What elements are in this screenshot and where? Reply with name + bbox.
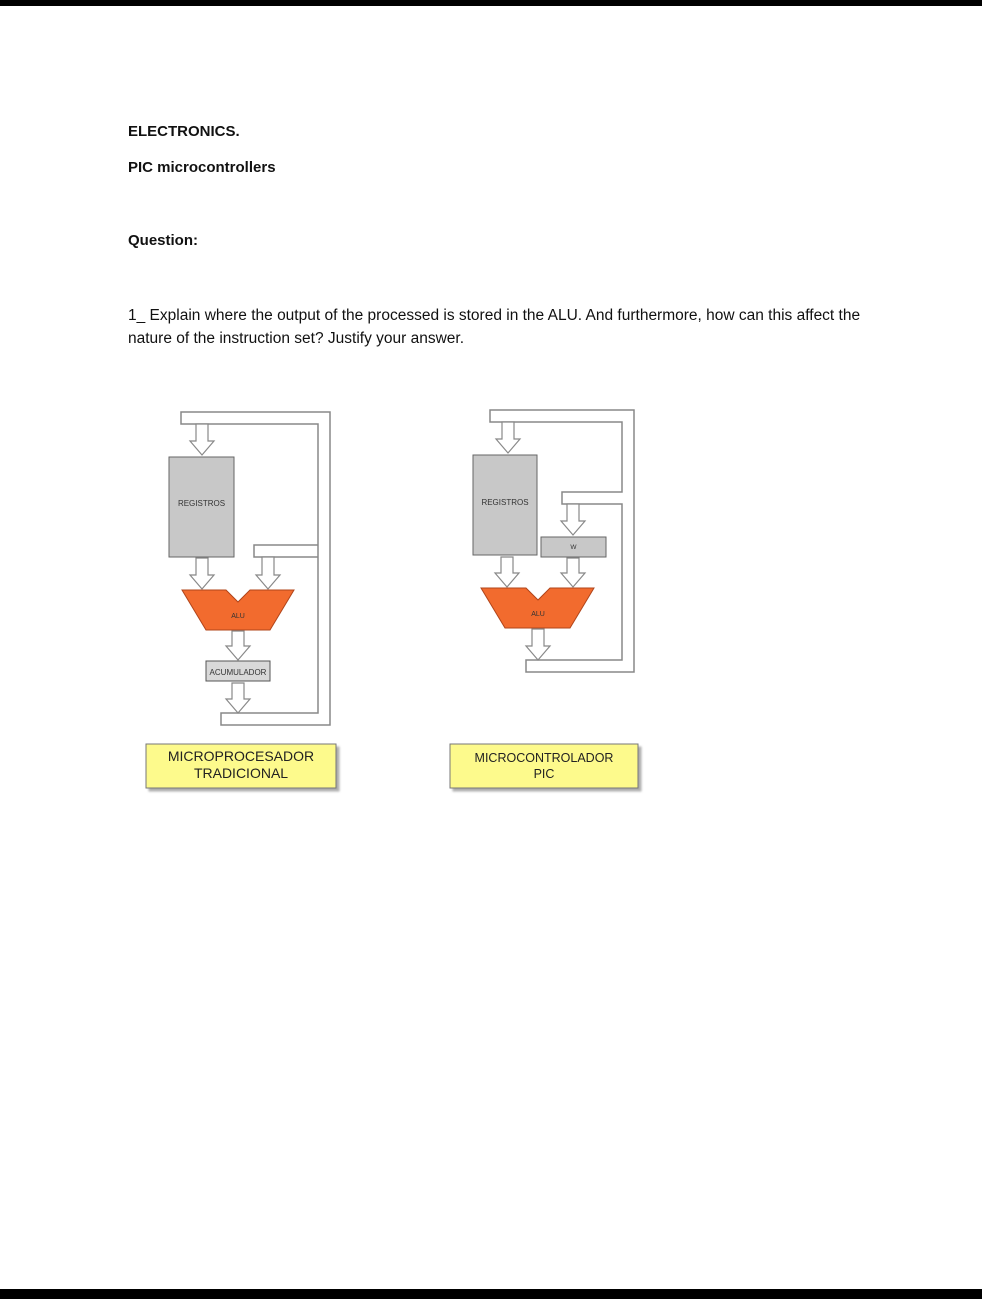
pic-microcontroller-diagram bbox=[450, 410, 638, 788]
left-caption-line1: MICROPROCESADOR bbox=[167, 748, 315, 764]
right-arrow-registers-to-alu bbox=[495, 557, 519, 587]
question-text: 1_ Explain where the output of the processed is stored in the ALU. And furthermore, how can this affect the nature of the instruction set? Justify your answer. bbox=[128, 307, 861, 347]
traditional-microprocessor-diagram bbox=[146, 412, 336, 788]
left-alu-label: ALU bbox=[231, 613, 245, 620]
left-arrow-alu-to-accumulator bbox=[226, 631, 250, 660]
right-arrow-alu-to-bus bbox=[526, 629, 550, 660]
topic-heading: PIC microcontrollers bbox=[128, 159, 276, 176]
left-registers-label: REGISTROS bbox=[177, 499, 226, 508]
right-arrow-bus-to-w bbox=[561, 504, 585, 535]
right-caption-line1: MICROCONTROLADOR bbox=[474, 751, 614, 765]
right-alu-label: ALU bbox=[531, 611, 545, 618]
right-w-label: W bbox=[570, 544, 577, 551]
left-arrow-into-registers bbox=[190, 424, 214, 455]
right-arrow-w-to-alu bbox=[561, 558, 585, 587]
subject-heading: ELECTRONICS. bbox=[128, 123, 240, 140]
left-arrow-registers-to-alu bbox=[190, 558, 214, 589]
right-alu-block bbox=[481, 588, 594, 628]
left-caption-line2: TRADICIONAL bbox=[193, 765, 289, 781]
right-registers-label: REGISTROS bbox=[481, 498, 529, 507]
left-alu-block bbox=[182, 590, 294, 630]
question-heading: Question: bbox=[128, 232, 198, 249]
bottom-border bbox=[0, 1289, 982, 1299]
left-accumulator-label: ACUMULADOR bbox=[209, 668, 267, 677]
right-arrow-into-registers bbox=[496, 422, 520, 453]
right-caption-line2: PIC bbox=[533, 767, 555, 781]
left-arrow-accumulator-to-bus bbox=[226, 683, 250, 713]
left-arrow-bus-to-alu bbox=[256, 557, 280, 589]
